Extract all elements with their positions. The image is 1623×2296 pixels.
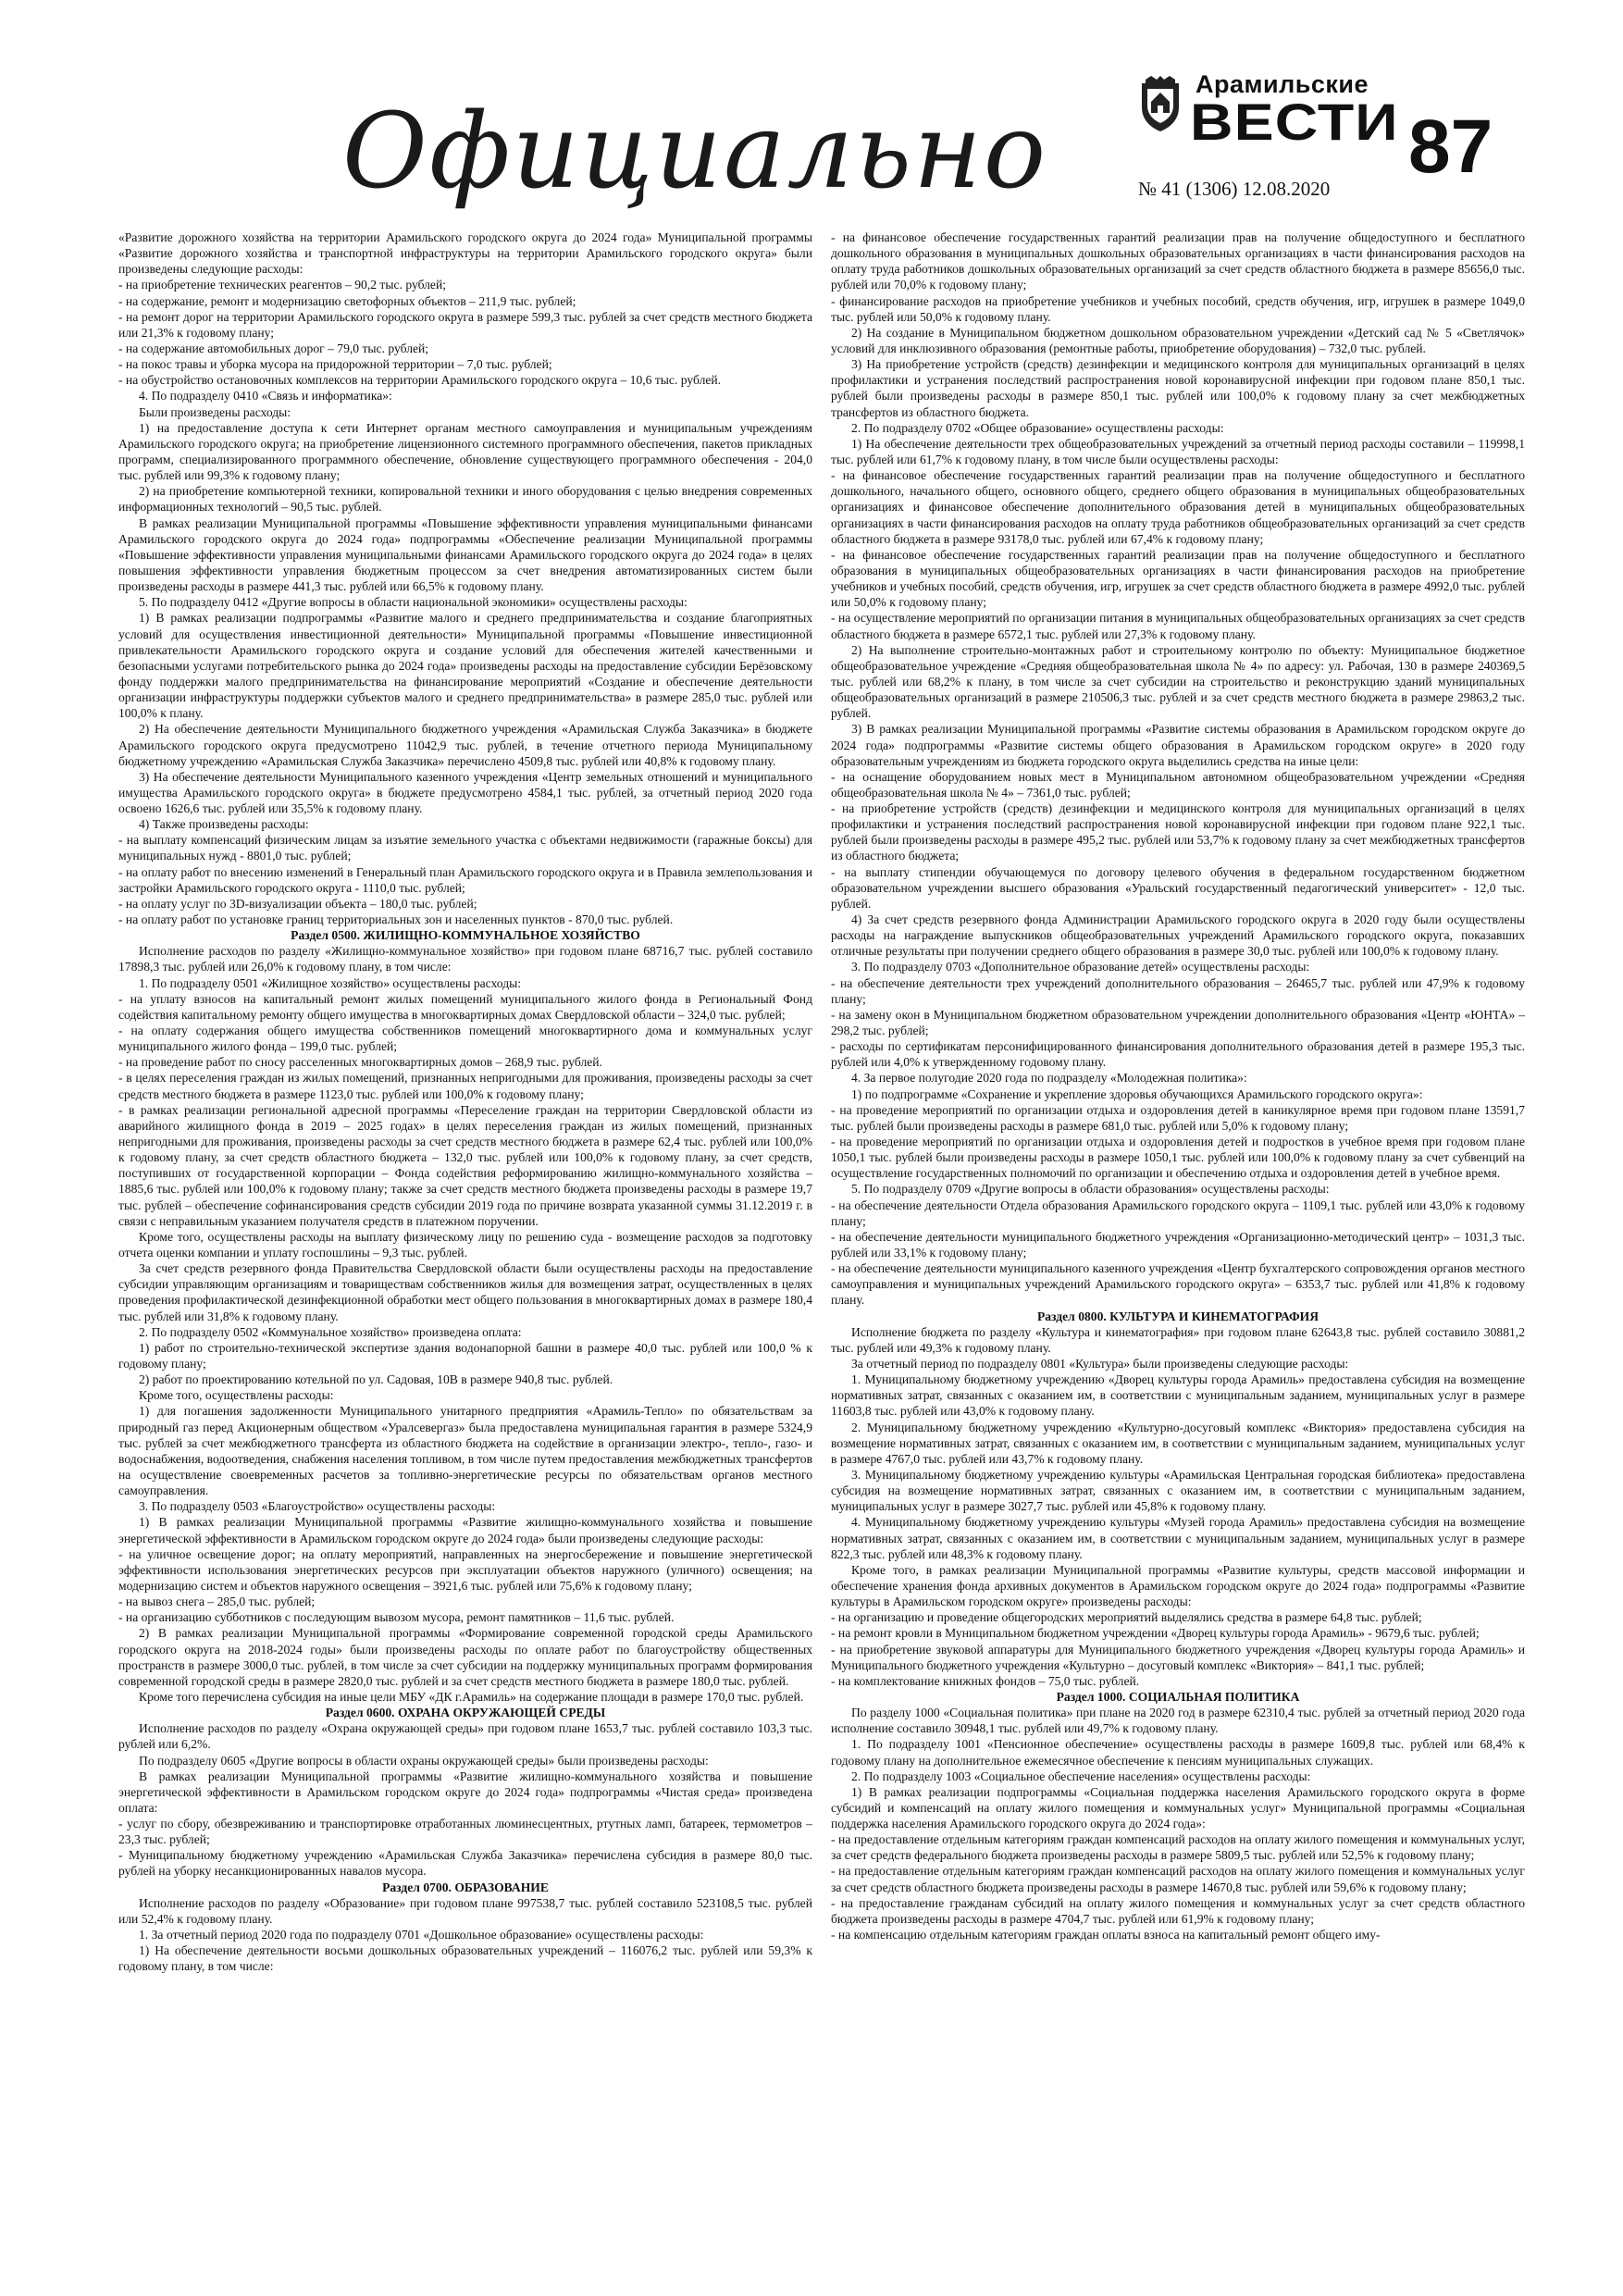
section-heading: Раздел 0600. ОХРАНА ОКРУЖАЮЩЕЙ СРЕДЫ xyxy=(325,1706,606,1720)
paragraph: - на содержание, ремонт и модернизацию светофорных объектов – 211,9 тыс. рублей; xyxy=(118,293,576,308)
paragraph: По подразделу 0605 «Другие вопросы в области охраны окружающей среды» были произведены расходы: xyxy=(139,1753,709,1768)
paragraph: 1) В рамках реализации подпрограммы «Социальная поддержка населения Арамильского городского округа в форме субсидий и компенсаций на оплату жилого помещения и коммунальных услуг» Муниципальной программы «Социальная поддержка населения Арамильского городского округа до 2024 года»: xyxy=(831,1784,1525,1831)
paragraph: 1) по подпрограмме «Сохранение и укрепление здоровья обучающихся Арамильского городского округа»: xyxy=(851,1086,1423,1101)
paragraph: 2) На выполнение строительно-монтажных работ и строительному контролю по объекту: Муниципальное бюджетное общеобразовательное учреждение «Средняя общеобразовательная школа № 4» по адресу: ул. Рабочая, 130 в размере 240369,5 тыс. рублей или 68,2% к плану, в том числе за счет субсидии на строительство и реконструкцию зданий муниципальных общеобразовательных организаций в размере 210506,3 тыс. рублей и за счет средств местного бюджета в размере 29863,2 тыс. рублей. xyxy=(831,642,1525,721)
paragraph: - на приобретение звуковой аппаратуры для Муниципального бюджетного учреждения «Дворец культуры города Арамиль» и Муниципального бюджетного учреждения «Культурно – досуговый комплекс «Виктория» – 841,1 тыс. рублей; xyxy=(831,1642,1525,1672)
paragraph: 4. По подразделу 0410 «Связь и информатика»: xyxy=(139,389,392,403)
paragraph: 2) работ по проектированию котельной по ул. Садовая, 10В в размере 940,8 тыс. рублей. xyxy=(139,1372,613,1387)
paragraph: - на осуществление мероприятий по организации питания в муниципальных общеобразовательных организациях за счет средств областного бюджета в размере 6572,1 тыс. рублей или 27,3% к годовому плану. xyxy=(831,611,1525,641)
paragraph: - на предоставление отдельным категориям граждан компенсаций расходов на оплату жилого помещения и коммунальных услуг, за счет средств федерального бюджета произведены расходы в размере 5809,5 тыс. рублей или 52,5% к годовому плану; xyxy=(831,1832,1525,1863)
paragraph: - на обеспечение деятельности трех учреждений дополнительного образования – 26465,7 тыс. рублей или 47,9% к годовому плану; xyxy=(831,975,1525,1006)
paragraph: 3. По подразделу 0503 «Благоустройство» осуществлены расходы: xyxy=(139,1499,496,1514)
section-heading: Раздел 0800. КУЛЬТУРА И КИНЕМАТОГРАФИЯ xyxy=(1036,1309,1319,1323)
paragraph: 1) на предоставление доступа к сети Интернет органам местного самоуправления и муниципальным учреждениям Арамильского городского округа; на приобретение лицензионного системного программного обеспечения, пакетов прикладных программ, специализированного программного обеспечение, обновление существующего программного обеспечения - 204,0 тыс. рублей или 99,3% к годовому плану; xyxy=(118,420,812,483)
paragraph: - на оплату работ по установке границ территориальных зон и населенных пунктов - 870,0 тыс. рублей. xyxy=(118,912,674,927)
issue-info: № 41 (1306) 12.08.2020 xyxy=(1138,178,1331,200)
paragraph: 5. По подразделу 0709 «Другие вопросы в области образования» осуществлены расходы: xyxy=(851,1182,1330,1197)
section-title: Официально xyxy=(342,92,1048,212)
paragraph: 1. За отчетный период 2020 года по подразделу 0701 «Дошкольное образование» осуществлены расходы: xyxy=(139,1928,704,1942)
paragraph: 1) В рамках реализации Муниципальной программы «Развитие жилищно-коммунального хозяйства и повышение энергетической эффективности в Арамильском городском округе до 2024 года» были произведены следующие расходы: xyxy=(118,1515,812,1545)
paragraph: В рамках реализации Муниципальной программы «Повышение эффективности управления муниципальными финансами Арамильского городского округа до 2024 года» подпрограммы «Обеспечение реализации Муниципальной программы «Повышение эффективности управления муниципальными финансами Арамильского городского округа до 2024 года» в целях повышения эффективности управления бюджетным процессом за счет внедрения автоматизированных систем были произведены расходы в размере 441,3 тыс. рублей или 66,5% к годовому плану. xyxy=(118,515,812,594)
paragraph: - на выплату компенсаций физическим лицам за изъятие земельного участка с объектами недвижимости (гаражные боксы) для муниципальных нужд - 8801,0 тыс. рублей; xyxy=(118,833,812,863)
paragraph: 3) В рамках реализации Муниципальной программы «Развитие системы образования в Арамильском городском округе до 2024 года» подпрограммы «Развитие системы общего образования в Арамильском городском округе» в 2020 году образовательным учреждениям из бюджета городского округа выделились средства на иные цели: xyxy=(831,722,1525,768)
paragraph: 3. Муниципальному бюджетному учреждению культуры «Арамильская Центральная городская библиотека» предоставлена субсидия на возмещение нормативных затрат, связанных с оказанием им, в соответствии с муниципальным заданием, муниципальных услуг в размере 3027,7 тыс. рублей или 45,8% к годовому плану. xyxy=(831,1467,1525,1514)
paragraph: 1) На обеспечение деятельности восьми дошкольных образовательных учреждений – 116076,2 тыс. рублей или 59,3% к годовому плану, в том числе: xyxy=(118,1943,812,1974)
paragraph: - на замену окон в Муниципальном бюджетном образовательном учреждении дополнительного образования «Центр «ЮНТА» – 298,2 тыс. рублей; xyxy=(831,1007,1525,1038)
paragraph: Кроме того перечислена субсидия на иные цели МБУ «ДК г.Арамиль» на содержание площади в размере 170,0 тыс. рублей. xyxy=(139,1689,804,1704)
logo-top-text: Арамильские xyxy=(1196,70,1369,98)
paragraph: По разделу 1000 «Социальная политика» при плане на 2020 год в размере 62310,4 тыс. рублей за отчетный период 2020 года исполнение составило 30948,1 тыс. рублей или 49,7% к годовому плану. xyxy=(831,1706,1525,1736)
paragraph: 2) На обеспечение деятельности Муниципального бюджетного учреждения «Арамильская Служба Заказчика» в бюджете Арамильского городского округа предусмотрено 11042,9 тыс. рублей, в течение отчетного периода Муниципальному бюджетному учреждению «Арамильская Служба Заказчика» перечислено 4509,8 тыс. рублей или 40,8% к годовому плану. xyxy=(118,722,812,768)
paragraph: Кроме того, осуществлены расходы на выплату физическому лицу по решению суда - возмещение расходов за подготовку отчета оценки компании и уплату госпошлины – 9,3 тыс. рублей. xyxy=(118,1229,812,1260)
section-heading: Раздел 0500. ЖИЛИЩНО-КОММУНАЛЬНОЕ ХОЗЯЙСТВО xyxy=(291,928,640,943)
paragraph: 2) на приобретение компьютерной техники, копировальной техники и иного оборудования с целью внедрения современных информационных технологий – 90,5 тыс. рублей. xyxy=(118,484,812,515)
paragraph: - на финансовое обеспечение государственных гарантий реализации прав на получение общедоступного и бесплатного образования в муниципальных общеобразовательных организациях в части финансирования расходов на приобретение учебников и учебных пособий, средств обучения, игр, игрушек за счет средств областного бюджета в размере 4992,0 тыс. рублей или 50,0% к годовому плану; xyxy=(831,547,1525,610)
paragraph: - на обеспечение деятельности муниципального бюджетного учреждения «Организационно-методический центр» – 1031,3 тыс. рублей или 33,1% к годовому плану; xyxy=(831,1229,1525,1260)
left-column xyxy=(118,230,812,2265)
right-column xyxy=(831,230,1525,2265)
paragraph: 5. По подразделу 0412 «Другие вопросы в области национальной экономики» осуществлены расходы: xyxy=(139,595,688,610)
paragraph: - на покос травы и уборка мусора на придорожной территории – 7,0 тыс. рублей; xyxy=(118,357,552,372)
paragraph: Исполнение расходов по разделу «Охрана окружающей среды» при годовом плане 1653,7 тыс. рублей составило 103,3 тыс. рублей или 6,2%. xyxy=(118,1721,812,1752)
newspaper-logo xyxy=(1138,65,1399,162)
paragraph: - на вывоз снега – 285,0 тыс. рублей; xyxy=(118,1595,316,1609)
paragraph: - финансирование расходов на приобретение учебников и учебных пособий, средств обучения, игр, игрушек в размере 1049,0 тыс. рублей или 50,0% к годовому плану. xyxy=(831,293,1525,324)
paragraph: - на ремонт кровли в Муниципальном бюджетном учреждении «Дворец культуры города Арамиль» - 9679,6 тыс. рублей; xyxy=(831,1626,1480,1641)
paragraph: - на проведение работ по сносу расселенных многоквартирных домов – 268,9 тыс. рублей. xyxy=(118,1055,602,1070)
paragraph: За отчетный период по подразделу 0801 «Культура» были произведены следующие расходы: xyxy=(851,1356,1349,1371)
paragraph: 4. Муниципальному бюджетному учреждению культуры «Музей города Арамиль» предоставлена субсидия на возмещение нормативных затрат, связанных с оказанием им, в соответствии с муниципальным заданием, муниципальных услуг в размере 822,3 тыс. рублей или 48,3% к годовому плану. xyxy=(831,1515,1525,1561)
coat-of-arms-icon xyxy=(1138,76,1183,133)
paragraph: 2. По подразделу 0702 «Общее образование» осуществлены расходы: xyxy=(851,420,1224,435)
paragraph: В рамках реализации Муниципальной программы «Развитие жилищно-коммунального хозяйства и повышение энергетической эффективности в Арамильском городском округе до 2024 года» подпрограммы «Чистая среда» произведена оплата: xyxy=(118,1769,812,1815)
paragraph: Исполнение расходов по разделу «Жилищно-коммунальное хозяйство» при годовом плане 68716,7 тыс. рублей составило 17898,3 тыс. рублей или 26,0% к годовому плану, в том числе: xyxy=(118,944,812,974)
paragraph: 1. Муниципальному бюджетному учреждению «Дворец культуры города Арамиль» предоставлена субсидия на возмещение нормативных затрат, связанных с оказанием им, в соответствии с муниципальным заданием, муниципальных услуг в размере 11603,8 тыс. рублей или 43,0% к годовому плану. xyxy=(831,1372,1525,1419)
paragraph: 2. По подразделу 1003 «Социальное обеспечение населения» осуществлены расходы: xyxy=(851,1769,1311,1783)
paragraph: - на компенсацию отдельным категориям граждан оплаты взноса на капитальный ремонт общего иму- xyxy=(831,1928,1381,1942)
paragraph: - на предоставление отдельным категориям граждан компенсаций расходов на оплату жилого помещения и коммунальных услуг за счет средств областного бюджета произведены расходы в размере 14670,8 тыс. рублей или 59,6% к годовому плану; xyxy=(831,1864,1525,1894)
paragraph: - Муниципальному бюджетному учреждению «Арамильская Служба Заказчика» перечислена субсидия в размере 80,0 тыс. рублей на уборку несанкционированных навалов мусора. xyxy=(118,1848,812,1879)
paragraph: - на выплату стипендии обучающемуся по договору целевого обучения в федеральном государственном бюджетном образовательном учреждении высшего образования «Уральский государственный педагогический университет» - 12,0 тыс. рублей. xyxy=(831,864,1525,911)
paragraph: - в рамках реализации региональной адресной программы «Переселение граждан на территории Свердловской области из аварийного жилищного фонда в 2019 – 2025 годах» в целях переселения граждан из жилых помещений, признанных непригодными для проживания, произведены расходы за счет средств местного бюджета в размере 62,4 тыс. рублей или 100,0% к годовому плану, за счет средств областного бюджета – 132,0 тыс. рублей или 100,0% к годовому плану, за счет средств, поступивших от государственной корпорации – Фонда содействия реформированию жилищно-коммунального хозяйства – 1885,6 тыс. рублей или 100,0% к годовому плану; также за счет средств местного бюджета произведены расходы в размере 19,7 тыс. рублей – обеспечение софинансирования средств субсидии 2019 года по причине возврата указанной суммы 31.12.2019 г. в связи с неправильным указанием получателя средств в платежном поручении. xyxy=(118,1102,812,1228)
paragraph: - на содержание автомобильных дорог – 79,0 тыс. рублей; xyxy=(118,341,429,355)
paragraph: - на обеспечение деятельности муниципального казенного учреждения «Центр бухгалтерского сопровождения органов местного самоуправления и муниципальных учреждений Арамильского городского округа» – 6353,7 тыс. рублей или 41,8% к годовому плану. xyxy=(831,1261,1525,1308)
section-heading: Раздел 0700. ОБРАЗОВАНИЕ xyxy=(382,1880,549,1894)
section-heading: Раздел 1000. СОЦИАЛЬНАЯ ПОЛИТИКА xyxy=(1056,1689,1300,1704)
paragraph: 2) На создание в Муниципальном бюджетном дошкольном образовательном учреждении «Детский сад № 5 «Светлячок» условий для инклюзивного образования (ремонтные работы, приобретение оборудования) – 732,0 тыс. рублей. xyxy=(831,325,1525,355)
paragraph: Кроме того, в рамках реализации Муниципальной программы «Развитие культуры, средств массовой информации и обеспечение хранения фонда архивных документов в Арамильском городском округе до 2024 года» подпрограммы «Развитие культуры в Арамильском городском округе» произведены расходы: xyxy=(831,1562,1525,1609)
page-header xyxy=(0,0,1623,212)
paragraph: «Развитие дорожного хозяйства на территории Арамильского городского округа до 2024 года» Муниципальной программы «Развитие дорожного хозяйства и транспортной инфраструктуры на территории Арамильского городского округа» были произведены следующие расходы: xyxy=(118,230,812,277)
paragraph: 4) Также произведены расходы: xyxy=(139,817,309,832)
paragraph: - на комплектование книжных фондов – 75,0 тыс. рублей. xyxy=(831,1673,1140,1688)
paragraph: - на уплату взносов на капитальный ремонт жилых помещений муниципального жилого фонда в Региональный Фонд содействия капитальному ремонту общего имущества в многоквартирных домах Свердловской области – 324,0 тыс. рублей; xyxy=(118,991,812,1022)
paragraph: - на финансовое обеспечение государственных гарантий реализации прав на получение общедоступного и бесплатного дошкольного, начального общего, основного общего, среднего общего образования в муниципальных общеобразовательных организациях и финансовое обеспечение дополнительного образования детей в муниципальных общеобразовательных организациях в части финансирования расходов на оплату труда работников общеобразовательных организаций за счет средств областного бюджета в размере 93178,0 тыс. рублей или 67,4% к годовому плану; xyxy=(831,468,1525,546)
page-number: 87 xyxy=(1408,105,1493,189)
paragraph: 3. По подразделу 0703 «Дополнительное образование детей» осуществлены расходы: xyxy=(851,960,1310,974)
paragraph: - расходы по сертификатам персонифицированного финансирования дополнительного образования детей в размере 195,3 тыс. рублей или 4,0% к утвержденному годовому плану. xyxy=(831,1039,1525,1070)
paragraph: - на оплату содержания общего имущества собственников помещений многоквартирного дома и коммунальных услуг муниципального жилого фонда – 199,0 тыс. рублей; xyxy=(118,1024,812,1054)
paragraph: 1) для погашения задолженности Муниципального унитарного предприятия «Арамиль-Тепло» по обязательствам за природный газ перед Акционерным обществом «Уралсевергаз» была предоставлена муниципальная гарантия в размере 5324,9 тыс. рублей за счет межбюджетного трансферта из областного бюджета на содействие в организации электро-, тепло-, газо- и водоснабжения, водоотведения, снабжения населения топливом, в том числе путем предоставления межбюджетных трансфертов на осуществление своевременных расчетов за топливно-энергетические ресурсы по обязательствам органов местного самоуправления. xyxy=(118,1404,812,1498)
paragraph: 2. Муниципальному бюджетному учреждению «Культурно-досуговый комплекс «Виктория» предоставлена субсидия на возмещение нормативных затрат, связанных с оказанием им, в соответствии с муниципальным заданием, муниципальных услуг в размере 4767,0 тыс. рублей или 43,7% к годовому плану. xyxy=(831,1420,1525,1466)
paragraph: Были произведены расходы: xyxy=(139,404,291,419)
paragraph: Исполнение бюджета по разделу «Культура и кинематография» при годовом плане 62643,8 тыс. рублей составило 30881,2 тыс. рублей или 49,3% к годовому плану. xyxy=(831,1324,1525,1355)
paragraph: - на организацию субботников с последующим вывозом мусора, ремонт памятников – 11,6 тыс. рублей. xyxy=(118,1610,675,1625)
paragraph: Кроме того, осуществлены расходы: xyxy=(139,1388,334,1403)
paragraph: 1. По подразделу 1001 «Пенсионное обеспечение» осуществлены расходы в размере 1609,8 тыс. рублей или 68,4% к годовому плану на дополнительное ежемесячное обеспечение к пенсиям муниципальных служащих. xyxy=(831,1737,1525,1768)
paragraph: - на оплату работ по внесению изменений в Генеральный план Арамильского городского округа и в Правила землепользования и застройки Арамильского городского округа - 1110,0 тыс. рублей; xyxy=(118,864,812,895)
paragraph: - услуг по сбору, обезвреживанию и транспортировке отработанных люминесцентных, ртутных ламп, батареек, термометров – 23,3 тыс. рублей; xyxy=(118,1817,812,1847)
paragraph: 1) В рамках реализации подпрограммы «Развитие малого и среднего предпринимательства и создание благоприятных условий для осуществления инвестиционной деятельности» Муниципальной программы «Повышение инвестиционной привлекательности Арамильского городского округа и создание условий для обеспечения жителей качественными и безопасными услугами потребительского рынка до 2024 года» произведены расходы на предоставление субсидии Берёзовскому фонду поддержки малого предпринимательства на финансирование мероприятий «Создание и обеспечение деятельности организации инфраструктуры поддержки субъектов малого и среднего предпринимательства» в размере 285,0 тыс. рублей или 100,0% к плану. xyxy=(118,611,812,721)
paragraph: 4. За первое полугодие 2020 года по подразделу «Молодежная политика»: xyxy=(851,1071,1247,1086)
paragraph: - на приобретение устройств (средств) дезинфекции и медицинского контроля для муниципальных организаций в целях профилактики и устранения последствий распространения новой коронавирусной инфекции при годовом плане 922,1 тыс. рублей были произведены расходы в размере 495,2 тыс. рублей или 53,7% к годовому плану за счет межбюджетных трансфертов из областного бюджета; xyxy=(831,801,1525,863)
paragraph: - на обеспечение деятельности Отдела образования Арамильского городского округа – 1109,1 тыс. рублей или 43,0% к годовому плану; xyxy=(831,1198,1525,1228)
paragraph: - на обустройство остановочных комплексов на территории Арамильского городского округа – 10,6 тыс. рублей. xyxy=(118,373,722,388)
paragraph: 2. По подразделу 0502 «Коммунальное хозяйство» произведена оплата: xyxy=(139,1324,522,1339)
paragraph: За счет средств резервного фонда Правительства Свердловской области были осуществлены расходы на предоставление субсидии управляющим организациям и товариществам собственников жилья для возмещения затрат, осуществленных в целях проведения профилактической дезинфекционной обработки мест общего пользования в многоквартирных домах в размере 180,4 тыс. рублей или 31,8% к годовому плану. xyxy=(118,1261,812,1323)
paragraph: - на предоставление гражданам субсидий на оплату жилого помещения и коммунальных услуг за счет средств областного бюджета произведены расходы в размере 4704,7 тыс. рублей или 61,9% к годовому плану; xyxy=(831,1895,1525,1926)
paragraph: - на уличное освещение дорог; на оплату мероприятий, направленных на энергосбережение и повышение энергетической эффективности использования энергетических ресурсов при эксплуатации объектов наружного (уличного) освещения; на модернизацию систем и объектов наружного освещения – 3921,6 тыс. рублей или 75,6% к годовому плану; xyxy=(118,1546,812,1593)
paragraph: - на организацию и проведение общегородских мероприятий выделялись средства в размере 64,8 тыс. рублей; xyxy=(831,1610,1422,1625)
paragraph: - в целях переселения граждан из жилых помещений, признанных непригодными для проживания, произведены расходы за счет средств местного бюджета в размере 1123,0 тыс. рублей или 100,0% к годовому плану; xyxy=(118,1071,812,1101)
paragraph: - на приобретение технических реагентов – 90,2 тыс. рублей; xyxy=(118,278,447,292)
paragraph: - на проведение мероприятий по организации отдыха и оздоровления детей и подростков в учебное время при годовом плане 1050,1 тыс. рублей были произведены расходы в размере 1050,1 тыс. рублей или 100,0% к годовому плану за счет субвенций на осуществление государственных полномочий по организации и обеспечению отдыха и оздоровления детей в учебное время. xyxy=(831,1135,1525,1181)
paragraph: 4) За счет средств резервного фонда Администрации Арамильского городского округа в 2020 году были осуществлены расходы на награждение выпускников общеобразовательных учреждений Арамильского городского округа, показавших отличные результаты при получении среднего общего образования в размере 30,0 тыс. рублей или 100,0% к годовому плану. xyxy=(831,912,1525,959)
paragraph: 1) работ по строительно-технической экспертизе здания водонапорной башни в размере 40,0 тыс. рублей или 100,0 % к годовому плану; xyxy=(118,1340,812,1371)
paragraph: 3) На обеспечение деятельности Муниципального казенного учреждения «Центр земельных отношений и муниципального имущества Арамильского городского округа» в бюджете предусмотрено 4584,1 тыс. рублей, за отчетный период 2020 года освоено 1626,6 тыс. рублей или 35,5% к годовому плану. xyxy=(118,769,812,816)
paragraph: - на ремонт дорог на территории Арамильского городского округа в размере 599,3 тыс. рублей за счет средств местного бюджета или 21,3% к годовому плану; xyxy=(118,309,812,340)
logo-main-text: ВЕСТИ xyxy=(1190,93,1399,151)
paragraph: - на оснащение оборудованием новых мест в Муниципальном автономном общеобразовательном учреждении «Средняя общеобразовательная школа № 4» – 7361,0 тыс. рублей; xyxy=(831,769,1525,800)
paragraph: - на финансовое обеспечение государственных гарантий реализации прав на получение общедоступного и бесплатного дошкольного образования в муниципальных дошкольных образовательных организациях в части финансирования расходов на оплату труда работников дошкольных образовательных организаций за счет средств областного бюджета в размере 85656,0 тыс. рублей или 70,0% к годовому плану; xyxy=(831,230,1525,292)
paragraph: - на проведение мероприятий по организации отдыха и оздоровления детей в каникулярное время при годовом плане 13591,7 тыс. рублей были произведены расходы в размере 681,0 тыс. рублей или 5,0% к годовому плану; xyxy=(831,1102,1525,1133)
paragraph: 1) На обеспечение деятельности трех общеобразовательных учреждений за отчетный период расходы составили – 119998,1 тыс. рублей или 61,7% к годовому плану, в том числе были осуществлены расходы: xyxy=(831,436,1525,466)
paragraph: 3) На приобретение устройств (средств) дезинфекции и медицинского контроля для муниципальных организаций в целях профилактики и устранения последствий распространения новой коронавирусной инфекции при годовом плане 850,1 тыс. рублей были произведены расходы в размере 850,1 тыс. рублей или 100,0% к годовому плану за счет межбюджетных трансфертов из областного бюджета. xyxy=(831,357,1525,419)
paragraph: - на оплату услуг по 3D-визуализации объекта – 180,0 тыс. рублей; xyxy=(118,896,477,911)
paragraph: 2) В рамках реализации Муниципальной программы «Формирование современной городской среды Арамильского городского округа на 2018-2024 годы» были произведены расходы по оплате работ по благоустройству общественных пространств в размере 3000,0 тыс. рублей, в том числе за счет субсидии на поддержку муниципальных программ формирования современной городской среды в размере 2820,0 тыс. рублей и за счет средств местного бюджета в размере 180,0 тыс. рублей. xyxy=(118,1626,812,1688)
paragraph: 1. По подразделу 0501 «Жилищное хозяйство» осуществлены расходы: xyxy=(139,975,522,990)
paragraph: Исполнение расходов по разделу «Образование» при годовом плане 997538,7 тыс. рублей составило 523108,5 тыс. рублей или 52,4% к годовому плану. xyxy=(118,1895,812,1926)
